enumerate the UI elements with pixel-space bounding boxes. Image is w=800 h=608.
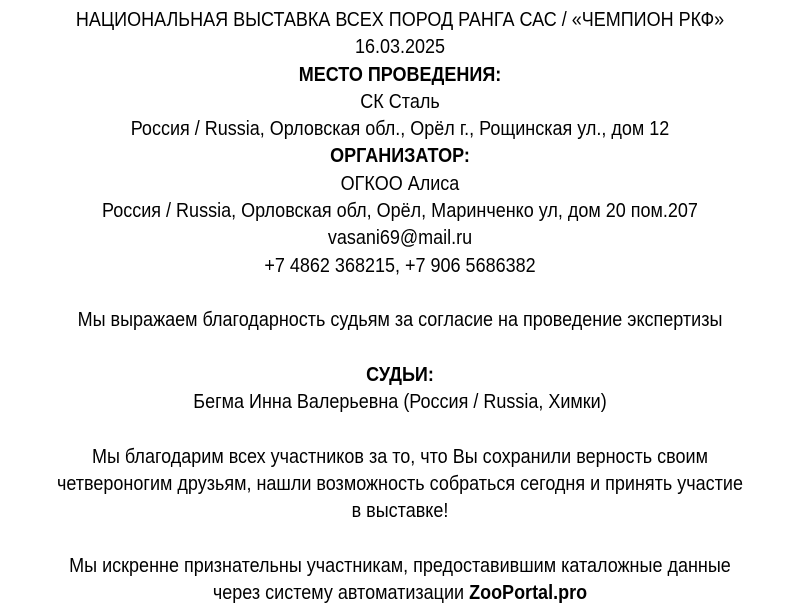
- venue-address: Россия / Russia, Орловская обл., Орёл г., Рощинская ул., дом 12: [130, 118, 670, 141]
- exhibition-title: НАЦИОНАЛЬНАЯ ВЫСТАВКА ВСЕХ ПОРОД РАНГА САС / «ЧЕМПИОН РКФ»: [75, 9, 725, 31]
- exhibition-date: 16.03.2025: [354, 36, 446, 59]
- organizer-phones: +7 4862 368215, +7 906 5686382: [264, 254, 536, 277]
- spacer: [40, 280, 760, 307]
- judges-thanks: Мы выражаем благодарность судьям за согласие на проведение экспертизы: [77, 309, 723, 332]
- venue-name: СК Сталь: [360, 90, 440, 113]
- organizer-name: ОГКОО Алиса: [340, 172, 460, 195]
- catalog-thanks-line: Мы искренне признательны участникам, предоставившим каталожные данные: [69, 554, 731, 577]
- participants-thanks-line: четвероногим друзьям, нашли возможность собраться сегодня и принять участие: [57, 473, 743, 496]
- catalog-thanks-prefix: через систему автоматизации: [212, 582, 470, 605]
- organizer-email: vasani69@mail.ru: [327, 227, 473, 250]
- participants-thanks-line: Мы благодарим всех участников за то, что Вы сохранили верность своим: [92, 445, 708, 468]
- judge-entry: Бегма Инна Валерьевна (Россия / Russia, Химки): [193, 391, 607, 414]
- venue-heading: МЕСТО ПРОВЕДЕНИЯ:: [298, 63, 502, 86]
- participants-thanks-line: в выставке!: [351, 500, 449, 523]
- zooportal-brand: ZooPortal.pro: [469, 582, 588, 605]
- spacer: [40, 526, 760, 553]
- catalog-thanks-line: [40, 580, 760, 607]
- spacer: [40, 416, 760, 443]
- organizer-address: Россия / Russia, Орловская обл, Орёл, Маринченко ул, дом 20 пом.207: [102, 200, 698, 223]
- spacer: [40, 335, 760, 362]
- judges-heading: СУДЬИ:: [366, 363, 434, 386]
- organizer-heading: ОРГАНИЗАТОР:: [330, 145, 470, 168]
- catalog-title-page: [40, 7, 760, 608]
